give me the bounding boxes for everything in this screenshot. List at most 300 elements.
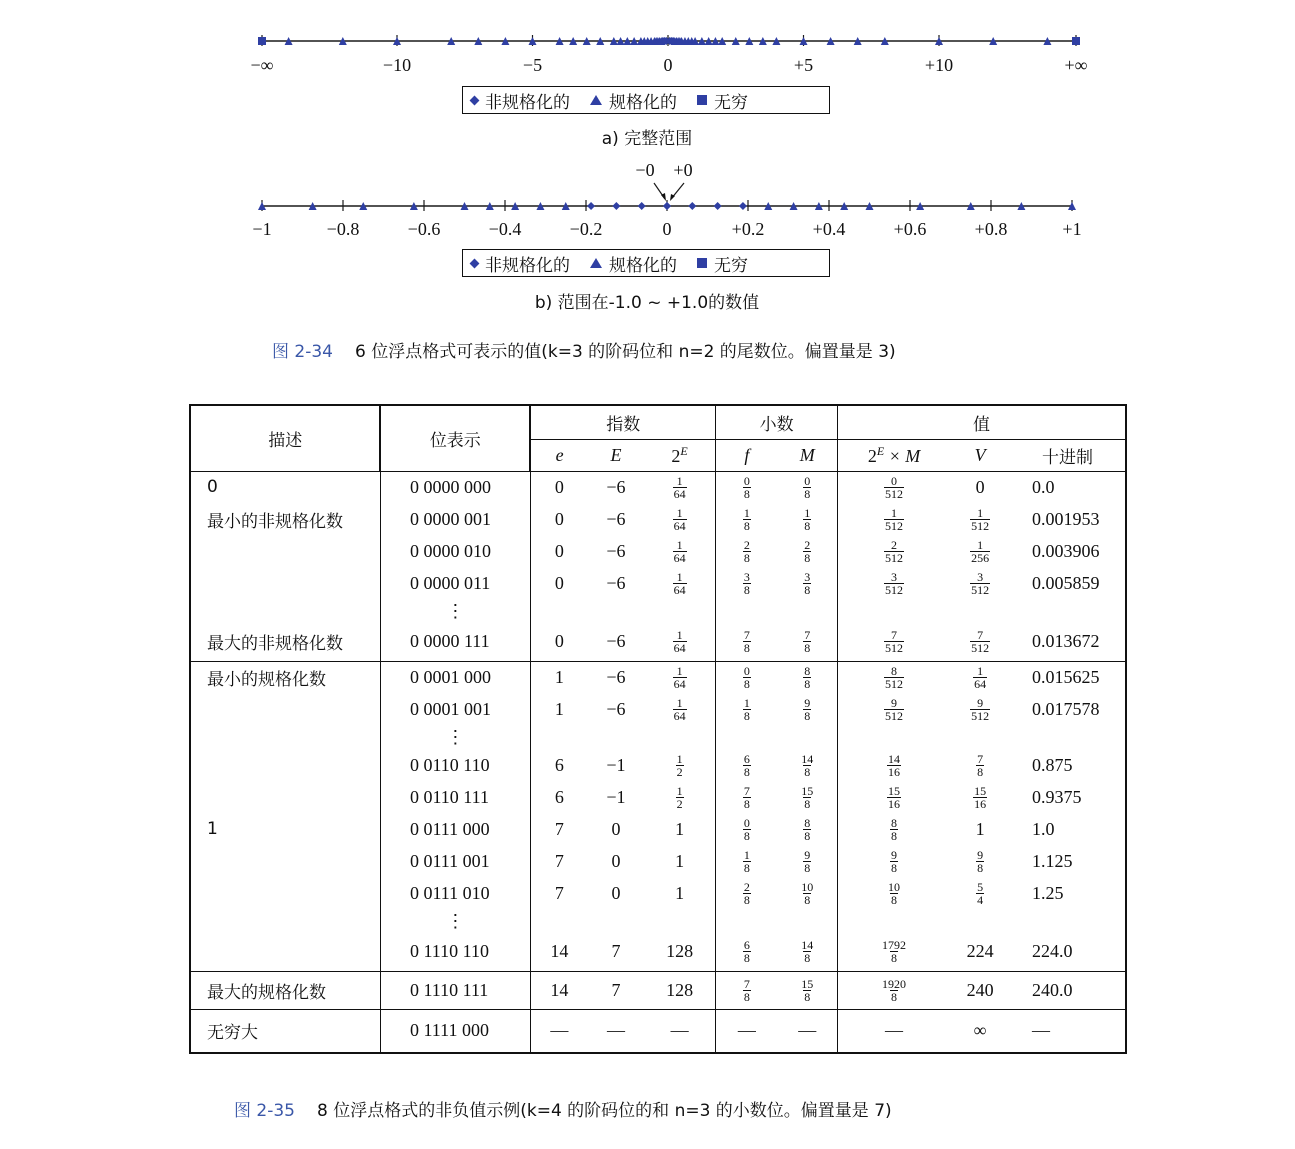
numerator: 0: [743, 815, 750, 830]
denominator: 8: [804, 676, 811, 691]
denominator: 2: [676, 796, 683, 811]
row-2E: [644, 567, 716, 599]
numerator: 2: [891, 537, 898, 552]
header-value: 值: [837, 405, 1126, 439]
numerator: 0: [743, 473, 750, 488]
numerator: 9: [891, 847, 898, 862]
row-f: [716, 933, 778, 971]
row-decimal: 0.013672: [1010, 623, 1126, 661]
numerator: 1920: [882, 976, 907, 991]
row-2E: [644, 503, 716, 535]
fraction: [970, 539, 990, 564]
table-row: [190, 623, 1126, 661]
row-decimal: 240.0: [1010, 971, 1126, 1009]
row-M: [778, 471, 838, 503]
fraction: [970, 629, 990, 654]
legend-infinity: 无穷: [697, 88, 748, 113]
denominator: 8: [977, 860, 984, 875]
numerator: 9: [977, 695, 984, 710]
numerator: 1: [743, 847, 750, 862]
denominator: 8: [743, 764, 750, 779]
denominator: 8: [743, 708, 750, 723]
row-V: [950, 535, 1010, 567]
fraction: [976, 753, 984, 778]
fraction: [673, 571, 687, 596]
numerator: 1: [891, 505, 898, 520]
fraction: [881, 978, 907, 1003]
row-decimal: 0.017578: [1010, 693, 1126, 725]
row-f: [716, 661, 778, 693]
denominator: 512: [885, 550, 904, 565]
numerator: 1: [676, 628, 683, 643]
row-E: −6: [606, 540, 626, 561]
denominator: 8: [891, 892, 898, 907]
row-decimal: 1.125: [1010, 845, 1126, 877]
row-decimal: 0.005859: [1010, 567, 1126, 599]
numerator: 8: [891, 663, 898, 678]
denominator: 8: [804, 486, 811, 501]
fraction: [743, 939, 751, 964]
denominator: 8: [804, 708, 811, 723]
row-E: 0: [611, 882, 621, 903]
numerator: 9: [977, 847, 984, 862]
tick-label: −∞: [250, 55, 274, 75]
fraction: [890, 817, 898, 842]
denominator: 8: [743, 892, 750, 907]
numerator: 14: [888, 751, 901, 766]
row-M: [778, 693, 838, 725]
row-description: 1: [190, 813, 380, 845]
table-row: [190, 567, 1126, 599]
row-description: [190, 781, 380, 813]
fraction: [970, 507, 990, 532]
row-2E-times-M: [837, 471, 950, 503]
row-e: 14: [530, 933, 588, 971]
row-V: [950, 623, 1010, 661]
row-e: 7: [554, 882, 564, 903]
fraction: [884, 475, 904, 500]
row-E: −6: [606, 508, 626, 529]
tick-label: −5: [522, 55, 543, 75]
row-f: [716, 503, 778, 535]
row-V: [950, 693, 1010, 725]
row-E: 7: [588, 971, 644, 1009]
fraction: [884, 507, 904, 532]
row-2E: 1: [644, 813, 716, 845]
fraction: [803, 475, 811, 500]
fraction: [800, 939, 814, 964]
row-bits: 0 0111 000: [380, 813, 530, 845]
numerator: 1: [977, 537, 984, 552]
fraction: [973, 665, 987, 690]
header-E: E: [588, 439, 644, 471]
denominator: 512: [885, 641, 904, 656]
row-decimal: 1.25: [1010, 877, 1126, 909]
row-2E-times-M: [837, 503, 950, 535]
row-2E: 128: [644, 971, 716, 1009]
fraction: [676, 753, 684, 778]
row-V: [950, 781, 1010, 813]
number-line-figures: [0, 0, 1295, 330]
row-f: [716, 781, 778, 813]
header-e: e: [530, 439, 588, 471]
row-description: [190, 877, 380, 909]
fraction: [881, 939, 907, 964]
row-V: ∞: [950, 1009, 1010, 1053]
fraction: [800, 785, 814, 810]
fraction: [743, 571, 751, 596]
row-e: 7: [554, 818, 564, 839]
fraction: [803, 849, 811, 874]
fraction: [976, 881, 984, 906]
fraction: [743, 665, 751, 690]
row-description: [190, 567, 380, 599]
denominator: 8: [804, 518, 811, 533]
ellipsis-row: [190, 725, 1126, 749]
row-E: −6: [606, 666, 626, 687]
diamond-icon: [470, 258, 480, 268]
row-E: −1: [606, 786, 626, 807]
header-bits: 位表示: [380, 405, 530, 471]
row-V: 240: [950, 971, 1010, 1009]
fraction: [884, 629, 904, 654]
fraction: [743, 978, 751, 1003]
legend-unit-range: [462, 249, 830, 277]
denominator: 16: [888, 764, 901, 779]
row-description: [190, 845, 380, 877]
row-2E-times-M: [837, 567, 950, 599]
numerator: 2: [804, 537, 811, 552]
denominator: 256: [971, 550, 990, 565]
numerator: 10: [801, 879, 814, 894]
row-e: 1: [554, 666, 564, 687]
diamond-icon: [470, 95, 480, 105]
numerator: 15: [801, 783, 814, 798]
row-f: [716, 623, 778, 661]
row-bits: 0 1110 111: [380, 971, 530, 1009]
numerator: 1: [676, 569, 683, 584]
denormalized-point: [587, 202, 595, 210]
row-V: [950, 567, 1010, 599]
denominator: 64: [673, 550, 686, 565]
denominator: 8: [891, 989, 898, 1004]
denominator: 2: [676, 764, 683, 779]
row-2E-times-M: [837, 813, 950, 845]
numerator: 9: [804, 695, 811, 710]
row-2E-times-M: [837, 623, 950, 661]
numerator: 1: [676, 473, 683, 488]
numerator: 0: [891, 473, 898, 488]
row-decimal: 1.0: [1010, 813, 1126, 845]
row-bits: 0 0000 000: [380, 471, 530, 503]
denominator: 8: [977, 764, 984, 779]
numerator: 5: [977, 879, 984, 894]
fraction: [976, 849, 984, 874]
header-exponent: 指数: [530, 405, 716, 439]
fraction: [970, 571, 990, 596]
table-row: [190, 503, 1126, 535]
row-2E-times-M: [837, 535, 950, 567]
row-e: 14: [530, 971, 588, 1009]
denominator: 8: [891, 951, 898, 966]
row-description: 无穷大: [190, 1009, 380, 1053]
numerator: 3: [891, 569, 898, 584]
triangle-icon: [590, 258, 602, 268]
fraction: [743, 785, 751, 810]
tick-label: +∞: [1064, 55, 1088, 75]
row-bits: 0 0001 001: [380, 693, 530, 725]
header-2E-times-M: $2^E \times M$: [837, 439, 950, 471]
table-row: [190, 693, 1126, 725]
numerator: 1792: [882, 938, 907, 953]
denominator: 4: [977, 892, 984, 907]
numerator: 6: [743, 938, 750, 953]
row-description: 最小的规格化数: [190, 661, 380, 693]
row-e: 6: [554, 754, 564, 775]
table-body: [190, 471, 1126, 1053]
row-f: [716, 749, 778, 781]
row-V: [950, 877, 1010, 909]
positive-zero-label: +0: [673, 160, 693, 180]
numerator: 7: [743, 976, 750, 991]
row-2E: [644, 623, 716, 661]
row-M: [778, 503, 838, 535]
fraction: [884, 665, 904, 690]
numerator: 1: [804, 505, 811, 520]
fraction: [803, 665, 811, 690]
row-bits: 0 0111 010: [380, 877, 530, 909]
table-row: [190, 535, 1126, 567]
legend-infinity: 无穷: [697, 251, 748, 276]
table-row: [190, 845, 1126, 877]
tick-label: −0.8: [326, 219, 360, 239]
denominator: 512: [971, 641, 990, 656]
legend-normalized: 规格化的: [590, 251, 677, 276]
denominator: 8: [804, 828, 811, 843]
row-description: 0: [190, 471, 380, 503]
row-2E-times-M: [837, 693, 950, 725]
row-E: 0: [611, 818, 621, 839]
fraction: [743, 753, 751, 778]
numerator: 1: [977, 663, 984, 678]
denominator: 8: [804, 796, 811, 811]
fraction: [800, 881, 814, 906]
number-line-unit-range: [252, 160, 1081, 239]
row-bits: 0 0111 001: [380, 845, 530, 877]
row-bits: 0 1110 110: [380, 933, 530, 971]
ellipsis-row: [190, 599, 1126, 623]
numerator: 8: [891, 815, 898, 830]
denormalized-point: [612, 202, 620, 210]
fraction: [743, 629, 751, 654]
numerator: 2: [743, 537, 750, 552]
row-E: —: [588, 1009, 644, 1053]
row-e: 0: [554, 572, 564, 593]
row-V: 1: [975, 818, 985, 839]
fraction: [890, 849, 898, 874]
denominator: 512: [885, 486, 904, 501]
row-decimal: 0.875: [1010, 749, 1126, 781]
legend-normalized: 规格化的: [590, 88, 677, 113]
numerator: 1: [977, 505, 984, 520]
row-E: −1: [606, 754, 626, 775]
fraction: [803, 507, 811, 532]
tick-label: +0.4: [812, 219, 846, 239]
fraction: [803, 629, 811, 654]
tick-label: −0.6: [407, 219, 441, 239]
numerator: 7: [804, 628, 811, 643]
denominator: 64: [673, 708, 686, 723]
denominator: 64: [673, 641, 686, 656]
row-bits: 0 0110 111: [380, 781, 530, 813]
row-decimal: 0.0: [1010, 471, 1126, 503]
fraction: [673, 629, 687, 654]
row-2E: [644, 471, 716, 503]
tick-label: +0.2: [731, 219, 765, 239]
denormalized-point: [739, 202, 747, 210]
denormalized-point: [663, 202, 671, 210]
caption-a: a) 完整范围: [601, 129, 693, 149]
fraction: [673, 665, 687, 690]
denominator: 8: [804, 892, 811, 907]
header-desc: 描述: [190, 405, 380, 471]
fraction: [887, 785, 901, 810]
row-description: [190, 933, 380, 971]
fraction: [673, 539, 687, 564]
row-V: 224: [950, 933, 1010, 971]
row-bits: 0 0110 110: [380, 749, 530, 781]
negative-zero-label: −0: [635, 160, 655, 180]
header-decimal: 十进制: [1010, 439, 1126, 471]
figure-2-34-caption: 图 2-34 6 位浮点格式可表示的值(k=3 的阶码位和 n=2 的尾数位。偏置量是 3): [272, 342, 896, 362]
numerator: 7: [743, 628, 750, 643]
denominator: 8: [743, 796, 750, 811]
row-e: 0: [530, 623, 588, 661]
row-2E-times-M: —: [837, 1009, 950, 1053]
table-row: [190, 661, 1126, 693]
row-2E-times-M: [837, 971, 950, 1009]
square-icon: [697, 95, 707, 105]
row-description: [190, 749, 380, 781]
numerator: 7: [891, 628, 898, 643]
row-decimal: 0.015625: [1010, 661, 1126, 693]
fraction: [803, 697, 811, 722]
denominator: 8: [743, 989, 750, 1004]
denominator: 8: [743, 860, 750, 875]
row-2E-times-M: [837, 933, 950, 971]
fraction: [743, 539, 751, 564]
table-row: [190, 471, 1126, 503]
row-f: [716, 471, 778, 503]
ellipsis: ⋮: [380, 599, 530, 623]
fraction: [743, 507, 751, 532]
row-M: [778, 971, 838, 1009]
row-decimal: 0.003906: [1010, 535, 1126, 567]
denominator: 16: [974, 796, 987, 811]
fraction: [803, 539, 811, 564]
numerator: 10: [888, 879, 901, 894]
denominator: 8: [804, 550, 811, 565]
figure-2-35-caption: 图 2-35 8 位浮点格式的非负值示例(k=4 的阶码位的和 n=3 的小数位。偏置量是 7): [234, 1101, 892, 1121]
row-description: 最大的规格化数: [190, 971, 380, 1009]
numerator: 7: [977, 751, 984, 766]
row-description: 最小的非规格化数: [190, 503, 380, 535]
row-f: [716, 567, 778, 599]
fraction: [973, 785, 987, 810]
numerator: 6: [743, 751, 750, 766]
row-M: —: [778, 1009, 838, 1053]
row-2E: [644, 535, 716, 567]
row-2E: 128: [644, 933, 716, 971]
numerator: 7: [977, 628, 984, 643]
denominator: 64: [673, 676, 686, 691]
numerator: 15: [888, 783, 901, 798]
legend-full-range: [462, 86, 830, 114]
fraction: [743, 817, 751, 842]
denominator: 8: [804, 764, 811, 779]
fraction: [887, 753, 901, 778]
tick-label: +0.6: [893, 219, 927, 239]
fraction: [803, 571, 811, 596]
table-row: [190, 781, 1126, 813]
row-f: [716, 877, 778, 909]
triangle-icon: [590, 95, 602, 105]
denominator: 8: [743, 486, 750, 501]
numerator: 7: [743, 783, 750, 798]
row-V: 0: [975, 476, 985, 497]
table-row: [190, 813, 1126, 845]
row-M: [778, 749, 838, 781]
denominator: 8: [804, 951, 811, 966]
header-f: f: [716, 439, 778, 471]
numerator: 1: [676, 505, 683, 520]
row-2E: —: [644, 1009, 716, 1053]
row-e: 7: [554, 850, 564, 871]
table-row: [190, 1009, 1126, 1053]
row-M: [778, 623, 838, 661]
denominator: 8: [743, 676, 750, 691]
denominator: 512: [971, 582, 990, 597]
table-row: [190, 749, 1126, 781]
fraction: [800, 978, 814, 1003]
row-2E-times-M: [837, 749, 950, 781]
row-M: [778, 781, 838, 813]
row-e: 0: [554, 476, 564, 497]
tick-label: −0.4: [488, 219, 522, 239]
row-V: [950, 845, 1010, 877]
numerator: 1: [676, 751, 683, 766]
row-E: 0: [611, 850, 621, 871]
row-M: [778, 567, 838, 599]
row-description: [190, 693, 380, 725]
denominator: 8: [743, 641, 750, 656]
square-icon: [697, 258, 707, 268]
fraction: [803, 817, 811, 842]
row-M: [778, 661, 838, 693]
tick-label: +5: [793, 55, 814, 75]
denominator: 512: [885, 676, 904, 691]
tick-label: 0: [662, 219, 672, 239]
row-f: —: [716, 1009, 778, 1053]
fraction: [800, 753, 814, 778]
row-V: [950, 749, 1010, 781]
tick-label: −10: [382, 55, 412, 75]
row-E: −6: [606, 698, 626, 719]
row-2E-times-M: [837, 661, 950, 693]
denominator: 8: [743, 518, 750, 533]
row-2E: 1: [644, 845, 716, 877]
row-2E-times-M: [837, 877, 950, 909]
